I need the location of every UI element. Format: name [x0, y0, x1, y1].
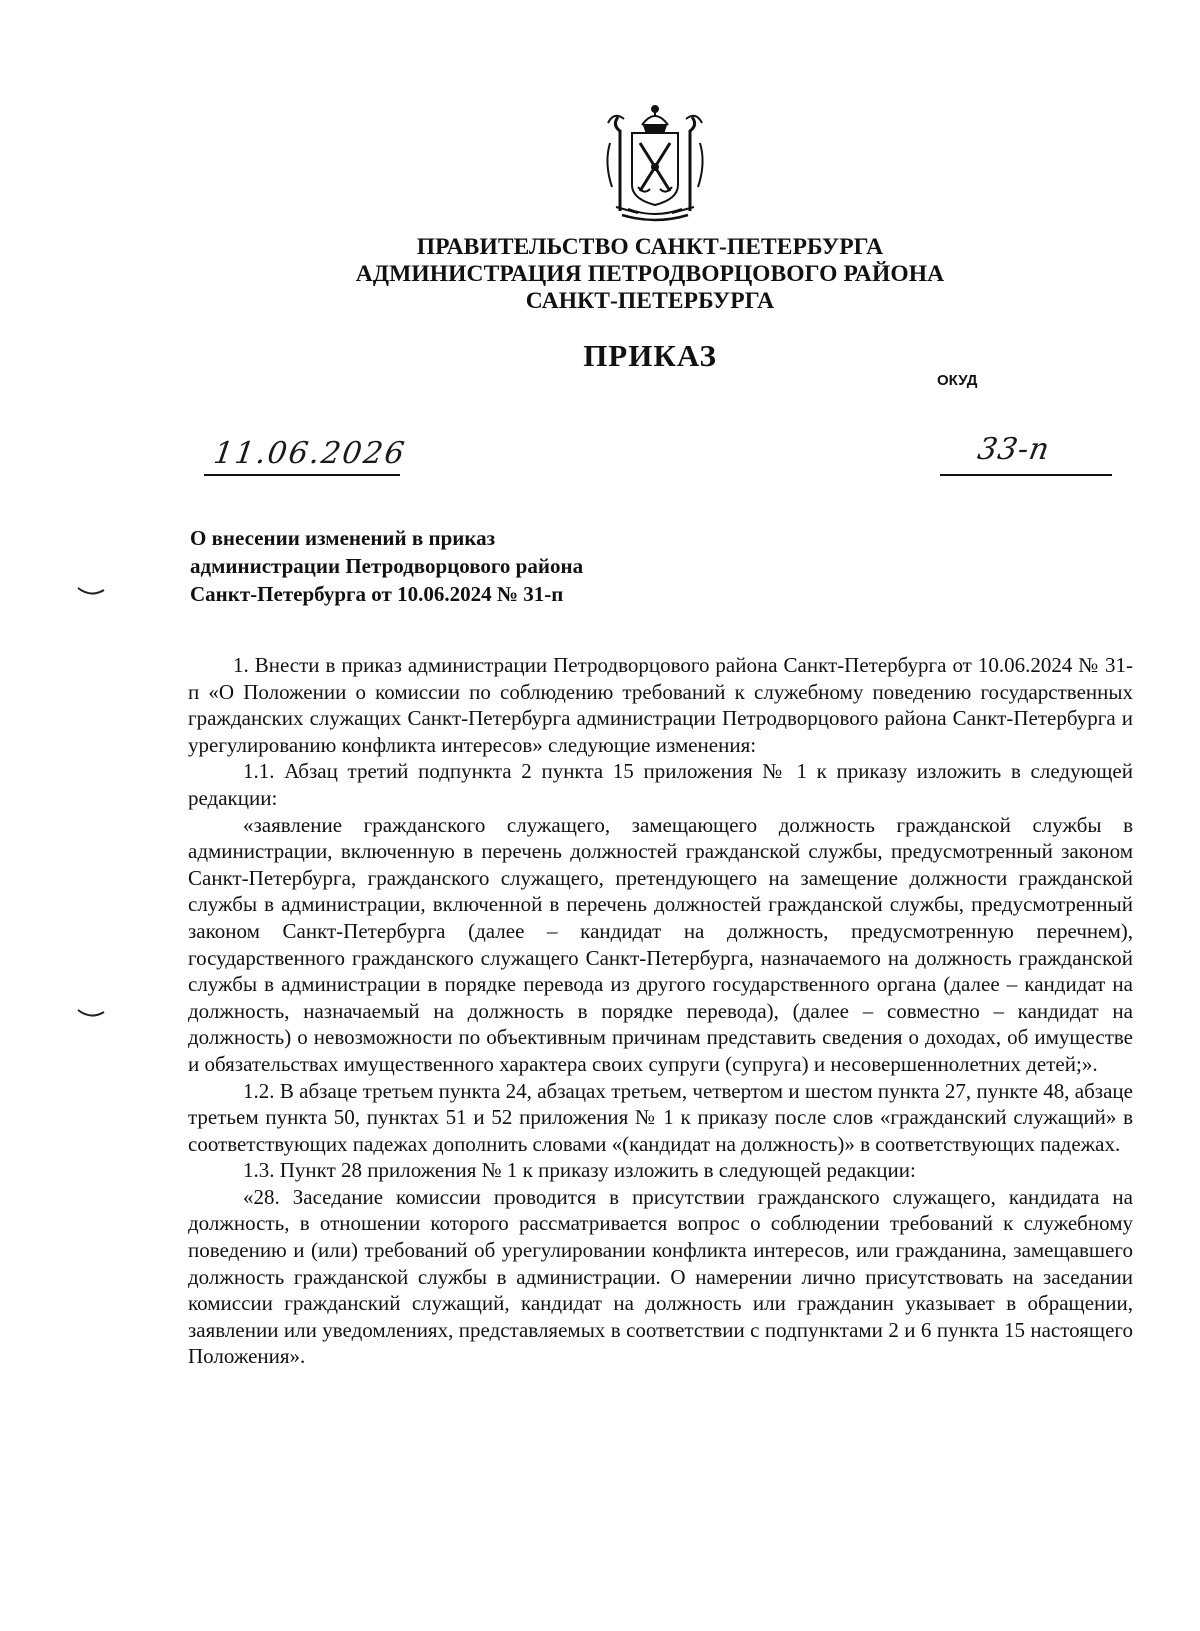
paragraph-quote-28: «28. Заседание комиссии проводится в присутствии гражданского служащего, кандидата на должность, в отношении которого рассматривается вопрос о соблюдении требований к служебному поведению и (или) требований об урегулировании конфликта интересов, или гражданина, замещавшего должность гражданской службы в администрации. О намерении лично присутствовать на заседании комиссии гражданский служащий, кандидат на должность или гражданин указывает в обращении, заявлении или уведомлениях, представляемых в соответствии с подпунктами 2 и 6 пункта 15 настоящего Положения».: [188, 1184, 1133, 1369]
number-underline: [940, 474, 1112, 476]
issuer-header: [0, 234, 1200, 315]
header-line-2: АДМИНИСТРАЦИЯ ПЕТРОДВОРЦОВОГО РАЙОНА: [355, 261, 945, 287]
margin-mark: [76, 1006, 106, 1020]
paragraph-item-1: 1. Внести в приказ администрации Петродворцового района Санкт-Петербурга от 10.06.2024 № 31-п «О Положении о комиссии по соблюдению требований к служебному поведению государственных гражданских служащих Санкт-Петербурга администрации Петродворцового района Санкт-Петербурга и урегулированию конфликта интересов» следующие изменения:: [188, 653, 1133, 757]
document-body: [188, 652, 1133, 1370]
document-date: [204, 436, 409, 476]
header-line-1: ПРАВИТЕЛЬСТВО САНКТ-ПЕТЕРБУРГА: [416, 234, 884, 260]
subject-line-1: О внесении изменений в приказ: [190, 526, 496, 550]
subject-line-3: Санкт-Петербурга от 10.06.2024 № 31-п: [190, 582, 564, 606]
paragraph-item-1-2: 1.2. В абзаце третьем пункта 24, абзацах третьем, четвертом и шестом пункта 27, пункте 48, абзаце третьем пункта 50, пунктах 51 и 52 приложения № 1 к приказу после слов «гражданский служащий» в соответствующих падежах дополнить словами «(кандидат на должность)» в соответствующих падежах.: [188, 1078, 1133, 1156]
margin-mark: [76, 584, 106, 598]
subject-line-2: администрации Петродворцового района: [190, 554, 584, 578]
document-type-title: ПРИКАЗ: [583, 338, 717, 373]
header-line-3: САНКТ-ПЕТЕРБУРГА: [525, 288, 775, 314]
date-underline: [204, 474, 400, 476]
document-subject: [190, 524, 583, 608]
paragraph-item-1-3: 1.3. Пункт 28 приложения № 1 к приказу изложить в следующей редакции:: [243, 1158, 916, 1183]
handwritten-number: 33-п: [974, 432, 1053, 467]
handwritten-date: 11.06.2026: [211, 436, 409, 471]
coat-of-arms-emblem: [598, 103, 712, 223]
document-number: [940, 432, 1112, 476]
okud-label: ОКУД: [937, 372, 978, 389]
paragraph-item-1-1: 1.1. Абзац третий подпункта 2 пункта 15 приложения № 1 к приказу изложить в следующей редакции:: [188, 759, 1133, 810]
paragraph-quote-1: «заявление гражданского служащего, замещающего должность гражданской службы в администрации, включенную в перечень должностей гражданской службы, предусмотренный законом Санкт-Петербурга, гражданского служащего, претендующего на замещение должности гражданской службы в администрации, включенной в перечень должностей гражданской службы, предусмотренный законом Санкт-Петербурга (далее – кандидат на должность, предусмотренную перечнем), государственного гражданского служащего Санкт-Петербурга, назначаемого на должность гражданской службы в администрации в порядке перевода из другого государственного органа (далее – кандидат на должность, назначаемый на должность в порядке перевода), (далее – совместно – кандидат на должность) о невозможности по объективным причинам представить сведения о доходах, об имуществе и обязательствах имущественного характера своих супруги (супруга) и несовершеннолетних детей;».: [188, 812, 1133, 1076]
